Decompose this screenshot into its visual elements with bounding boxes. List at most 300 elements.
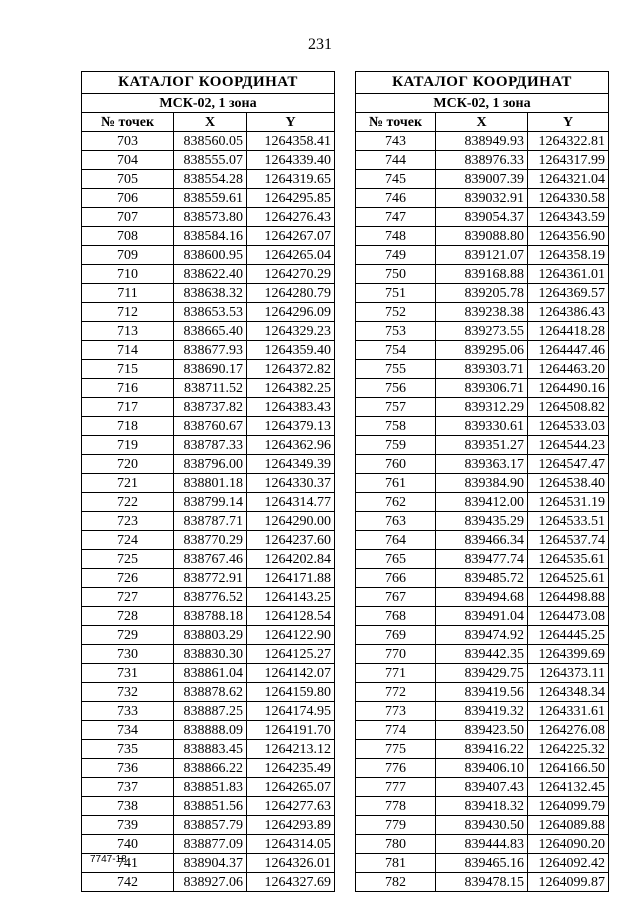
- table-row: [82, 417, 335, 436]
- x-coordinate-cell: 839238.38: [436, 303, 528, 322]
- point-number-cell: 778: [356, 797, 436, 816]
- y-coordinate-cell: 1264525.61: [528, 569, 609, 588]
- point-number-cell: 733: [82, 702, 174, 721]
- y-coordinate-cell: 1264533.03: [528, 417, 609, 436]
- y-coordinate-cell: 1264356.90: [528, 227, 609, 246]
- x-coordinate-cell: 838788.18: [174, 607, 247, 626]
- table-row: [82, 664, 335, 683]
- x-coordinate-cell: 839054.37: [436, 208, 528, 227]
- table-row: [82, 512, 335, 531]
- x-coordinate-cell: 839491.04: [436, 607, 528, 626]
- table-row: [82, 588, 335, 607]
- table-row: [82, 303, 335, 322]
- table-row: [356, 683, 609, 702]
- y-coordinate-cell: 1264538.40: [528, 474, 609, 493]
- point-number-cell: 736: [82, 759, 174, 778]
- y-coordinate-cell: 1264327.69: [247, 873, 335, 892]
- point-number-cell: 739: [82, 816, 174, 835]
- point-number-cell: 776: [356, 759, 436, 778]
- y-coordinate-cell: 1264092.42: [528, 854, 609, 873]
- x-coordinate-cell: 839306.71: [436, 379, 528, 398]
- coordinate-catalog-right: [355, 71, 609, 892]
- table-row: [82, 436, 335, 455]
- y-coordinate-cell: 1264383.43: [247, 398, 335, 417]
- y-coordinate-cell: 1264330.58: [528, 189, 609, 208]
- table-row: [356, 379, 609, 398]
- y-coordinate-cell: 1264089.88: [528, 816, 609, 835]
- point-number-cell: 725: [82, 550, 174, 569]
- x-coordinate-cell: 839416.22: [436, 740, 528, 759]
- y-coordinate-cell: 1264373.11: [528, 664, 609, 683]
- table-row: [82, 645, 335, 664]
- x-coordinate-cell: 838555.07: [174, 151, 247, 170]
- point-number-cell: 751: [356, 284, 436, 303]
- y-coordinate-cell: 1264143.25: [247, 588, 335, 607]
- y-coordinate-cell: 1264358.41: [247, 132, 335, 151]
- x-coordinate-cell: 839429.75: [436, 664, 528, 683]
- x-coordinate-cell: 838584.16: [174, 227, 247, 246]
- y-coordinate-cell: 1264382.25: [247, 379, 335, 398]
- table-row: [356, 398, 609, 417]
- point-number-cell: 781: [356, 854, 436, 873]
- point-number-cell: 718: [82, 417, 174, 436]
- y-coordinate-cell: 1264174.95: [247, 702, 335, 721]
- catalog-subtitle: МСК-02, 1 зона: [82, 94, 335, 113]
- table-row: [82, 797, 335, 816]
- table-row: [82, 170, 335, 189]
- point-number-cell: 747: [356, 208, 436, 227]
- table-row: [356, 474, 609, 493]
- table-row: [356, 531, 609, 550]
- y-coordinate-cell: 1264213.12: [247, 740, 335, 759]
- table-row: [356, 132, 609, 151]
- y-coordinate-cell: 1264267.07: [247, 227, 335, 246]
- point-number-cell: 708: [82, 227, 174, 246]
- table-row: [356, 854, 609, 873]
- x-coordinate-cell: 838887.25: [174, 702, 247, 721]
- x-coordinate-cell: 838904.37: [174, 854, 247, 873]
- point-number-cell: 727: [82, 588, 174, 607]
- point-number-cell: 703: [82, 132, 174, 151]
- table-row: [82, 721, 335, 740]
- table-row: [356, 265, 609, 284]
- point-number-cell: 710: [82, 265, 174, 284]
- y-coordinate-cell: 1264099.79: [528, 797, 609, 816]
- y-coordinate-cell: 1264225.32: [528, 740, 609, 759]
- point-number-cell: 782: [356, 873, 436, 892]
- point-number-cell: 728: [82, 607, 174, 626]
- point-number-cell: 730: [82, 645, 174, 664]
- y-coordinate-cell: 1264321.04: [528, 170, 609, 189]
- table-row: [82, 360, 335, 379]
- point-number-cell: 744: [356, 151, 436, 170]
- x-coordinate-cell: 839419.32: [436, 702, 528, 721]
- x-coordinate-cell: 839363.17: [436, 455, 528, 474]
- point-number-cell: 715: [82, 360, 174, 379]
- point-number-cell: 740: [82, 835, 174, 854]
- x-coordinate-cell: 839351.27: [436, 436, 528, 455]
- x-coordinate-cell: 838776.52: [174, 588, 247, 607]
- x-coordinate-cell: 839435.29: [436, 512, 528, 531]
- y-coordinate-cell: 1264537.74: [528, 531, 609, 550]
- x-coordinate-cell: 838866.22: [174, 759, 247, 778]
- point-number-cell: 771: [356, 664, 436, 683]
- x-coordinate-cell: 838665.40: [174, 322, 247, 341]
- x-coordinate-cell: 838857.79: [174, 816, 247, 835]
- y-coordinate-cell: 1264531.19: [528, 493, 609, 512]
- table-row: [356, 246, 609, 265]
- table-row: [82, 474, 335, 493]
- table-row: [82, 379, 335, 398]
- point-number-cell: 706: [82, 189, 174, 208]
- y-coordinate-cell: 1264544.23: [528, 436, 609, 455]
- table-row: [356, 341, 609, 360]
- table-row: [356, 778, 609, 797]
- y-coordinate-cell: 1264265.04: [247, 246, 335, 265]
- table-row: [82, 607, 335, 626]
- point-number-cell: 732: [82, 683, 174, 702]
- x-coordinate-cell: 839494.68: [436, 588, 528, 607]
- point-number-cell: 742: [82, 873, 174, 892]
- x-coordinate-cell: 838878.62: [174, 683, 247, 702]
- y-coordinate-cell: 1264331.61: [528, 702, 609, 721]
- table-row: [82, 227, 335, 246]
- table-row: [82, 569, 335, 588]
- point-number-cell: 768: [356, 607, 436, 626]
- x-coordinate-cell: 838770.29: [174, 531, 247, 550]
- point-number-cell: 729: [82, 626, 174, 645]
- y-coordinate-cell: 1264277.63: [247, 797, 335, 816]
- y-coordinate-cell: 1264296.09: [247, 303, 335, 322]
- x-coordinate-cell: 838690.17: [174, 360, 247, 379]
- x-coordinate-cell: 838638.32: [174, 284, 247, 303]
- point-number-cell: 711: [82, 284, 174, 303]
- point-number-cell: 749: [356, 246, 436, 265]
- point-number-cell: 769: [356, 626, 436, 645]
- table-row: [356, 322, 609, 341]
- point-number-cell: 731: [82, 664, 174, 683]
- x-coordinate-cell: 838927.06: [174, 873, 247, 892]
- x-coordinate-cell: 838560.05: [174, 132, 247, 151]
- table-row: [356, 569, 609, 588]
- x-coordinate-cell: 838877.09: [174, 835, 247, 854]
- y-coordinate-cell: 1264533.51: [528, 512, 609, 531]
- point-number-cell: 720: [82, 455, 174, 474]
- point-number-cell: 754: [356, 341, 436, 360]
- table-row: [82, 455, 335, 474]
- y-coordinate-cell: 1264265.07: [247, 778, 335, 797]
- x-coordinate-cell: 838767.46: [174, 550, 247, 569]
- y-coordinate-cell: 1264159.80: [247, 683, 335, 702]
- table-row: [82, 132, 335, 151]
- catalog-title: КАТАЛОГ КООРДИНАТ: [82, 72, 335, 94]
- point-number-cell: 719: [82, 436, 174, 455]
- point-number-cell: 726: [82, 569, 174, 588]
- x-coordinate-cell: 839205.78: [436, 284, 528, 303]
- x-coordinate-cell: 839418.32: [436, 797, 528, 816]
- y-coordinate-cell: 1264463.20: [528, 360, 609, 379]
- table-row: [82, 816, 335, 835]
- y-coordinate-cell: 1264090.20: [528, 835, 609, 854]
- footer-code: 7747-18: [90, 854, 127, 865]
- point-number-cell: 762: [356, 493, 436, 512]
- y-coordinate-cell: 1264099.87: [528, 873, 609, 892]
- x-coordinate-cell: 838976.33: [436, 151, 528, 170]
- y-coordinate-cell: 1264418.28: [528, 322, 609, 341]
- x-coordinate-cell: 838573.80: [174, 208, 247, 227]
- x-coordinate-cell: 839478.15: [436, 873, 528, 892]
- y-coordinate-cell: 1264473.08: [528, 607, 609, 626]
- coordinate-catalog-left: [81, 71, 335, 892]
- y-coordinate-cell: 1264498.88: [528, 588, 609, 607]
- x-coordinate-cell: 838861.04: [174, 664, 247, 683]
- table-row: [356, 493, 609, 512]
- x-coordinate-cell: 838622.40: [174, 265, 247, 284]
- y-coordinate-cell: 1264445.25: [528, 626, 609, 645]
- y-coordinate-cell: 1264166.50: [528, 759, 609, 778]
- y-coordinate-cell: 1264319.65: [247, 170, 335, 189]
- x-coordinate-cell: 839477.74: [436, 550, 528, 569]
- table-row: [356, 702, 609, 721]
- x-coordinate-cell: 838851.83: [174, 778, 247, 797]
- y-coordinate-cell: 1264322.81: [528, 132, 609, 151]
- point-number-cell: 760: [356, 455, 436, 474]
- point-number-cell: 764: [356, 531, 436, 550]
- column-header-y: Y: [528, 113, 609, 132]
- y-coordinate-cell: 1264547.47: [528, 455, 609, 474]
- point-number-cell: 766: [356, 569, 436, 588]
- table-row: [356, 873, 609, 892]
- point-number-cell: 748: [356, 227, 436, 246]
- table-row: [356, 189, 609, 208]
- table-row: [356, 417, 609, 436]
- y-coordinate-cell: 1264490.16: [528, 379, 609, 398]
- point-number-cell: 767: [356, 588, 436, 607]
- table-row: [356, 835, 609, 854]
- table-row: [82, 550, 335, 569]
- point-number-cell: 775: [356, 740, 436, 759]
- y-coordinate-cell: 1264379.13: [247, 417, 335, 436]
- x-coordinate-cell: 838772.91: [174, 569, 247, 588]
- x-coordinate-cell: 838600.95: [174, 246, 247, 265]
- table-row: [356, 759, 609, 778]
- point-number-cell: 741: [82, 854, 174, 873]
- y-coordinate-cell: 1264270.29: [247, 265, 335, 284]
- y-coordinate-cell: 1264508.82: [528, 398, 609, 417]
- table-row: [356, 607, 609, 626]
- point-number-cell: 770: [356, 645, 436, 664]
- table-row: [82, 778, 335, 797]
- table-row: [82, 683, 335, 702]
- point-number-cell: 738: [82, 797, 174, 816]
- x-coordinate-cell: 839430.50: [436, 816, 528, 835]
- point-number-cell: 712: [82, 303, 174, 322]
- y-coordinate-cell: 1264339.40: [247, 151, 335, 170]
- x-coordinate-cell: 839032.91: [436, 189, 528, 208]
- x-coordinate-cell: 839273.55: [436, 322, 528, 341]
- point-number-cell: 721: [82, 474, 174, 493]
- x-coordinate-cell: 839465.16: [436, 854, 528, 873]
- x-coordinate-cell: 839466.34: [436, 531, 528, 550]
- x-coordinate-cell: 839007.39: [436, 170, 528, 189]
- y-coordinate-cell: 1264369.57: [528, 284, 609, 303]
- y-coordinate-cell: 1264191.70: [247, 721, 335, 740]
- table-row: [82, 759, 335, 778]
- table-row: [356, 303, 609, 322]
- y-coordinate-cell: 1264535.61: [528, 550, 609, 569]
- x-coordinate-cell: 839330.61: [436, 417, 528, 436]
- point-number-cell: 704: [82, 151, 174, 170]
- x-coordinate-cell: 838737.82: [174, 398, 247, 417]
- x-coordinate-cell: 838711.52: [174, 379, 247, 398]
- x-coordinate-cell: 838787.33: [174, 436, 247, 455]
- point-number-cell: 724: [82, 531, 174, 550]
- table-row: [356, 151, 609, 170]
- x-coordinate-cell: 838949.93: [436, 132, 528, 151]
- point-number-cell: 779: [356, 816, 436, 835]
- x-coordinate-cell: 838799.14: [174, 493, 247, 512]
- point-number-cell: 755: [356, 360, 436, 379]
- table-row: [356, 455, 609, 474]
- x-coordinate-cell: 838803.29: [174, 626, 247, 645]
- x-coordinate-cell: 838888.09: [174, 721, 247, 740]
- y-coordinate-cell: 1264276.43: [247, 208, 335, 227]
- point-number-cell: 774: [356, 721, 436, 740]
- y-coordinate-cell: 1264386.43: [528, 303, 609, 322]
- point-number-cell: 757: [356, 398, 436, 417]
- point-number-cell: 746: [356, 189, 436, 208]
- table-row: [356, 208, 609, 227]
- y-coordinate-cell: 1264125.27: [247, 645, 335, 664]
- table-row: [356, 284, 609, 303]
- point-number-cell: 734: [82, 721, 174, 740]
- table-row: [356, 588, 609, 607]
- table-row: [82, 702, 335, 721]
- table-row: [356, 436, 609, 455]
- point-number-cell: 758: [356, 417, 436, 436]
- y-coordinate-cell: 1264330.37: [247, 474, 335, 493]
- point-number-cell: 772: [356, 683, 436, 702]
- point-number-cell: 761: [356, 474, 436, 493]
- table-row: [356, 550, 609, 569]
- column-header-x: X: [174, 113, 247, 132]
- x-coordinate-cell: 838830.30: [174, 645, 247, 664]
- catalog-body: [82, 132, 335, 892]
- y-coordinate-cell: 1264122.90: [247, 626, 335, 645]
- y-coordinate-cell: 1264293.89: [247, 816, 335, 835]
- point-number-cell: 723: [82, 512, 174, 531]
- table-row: [82, 873, 335, 892]
- y-coordinate-cell: 1264280.79: [247, 284, 335, 303]
- catalog-body: [356, 132, 609, 892]
- table-row: [356, 645, 609, 664]
- point-number-cell: 745: [356, 170, 436, 189]
- table-row: [82, 284, 335, 303]
- y-coordinate-cell: 1264295.85: [247, 189, 335, 208]
- x-coordinate-cell: 839412.00: [436, 493, 528, 512]
- table-row: [356, 227, 609, 246]
- table-row: [82, 189, 335, 208]
- x-coordinate-cell: 838851.56: [174, 797, 247, 816]
- table-row: [82, 208, 335, 227]
- point-number-cell: 737: [82, 778, 174, 797]
- table-row: [82, 265, 335, 284]
- y-coordinate-cell: 1264314.77: [247, 493, 335, 512]
- y-coordinate-cell: 1264202.84: [247, 550, 335, 569]
- point-number-cell: 753: [356, 322, 436, 341]
- column-header-point: № точек: [356, 113, 436, 132]
- y-coordinate-cell: 1264235.49: [247, 759, 335, 778]
- table-row: [82, 493, 335, 512]
- x-coordinate-cell: 839168.88: [436, 265, 528, 284]
- column-header-point: № точек: [82, 113, 174, 132]
- x-coordinate-cell: 839303.71: [436, 360, 528, 379]
- page-number: 231: [308, 36, 332, 53]
- x-coordinate-cell: 839442.35: [436, 645, 528, 664]
- y-coordinate-cell: 1264142.07: [247, 664, 335, 683]
- column-header-x: X: [436, 113, 528, 132]
- point-number-cell: 717: [82, 398, 174, 417]
- y-coordinate-cell: 1264358.19: [528, 246, 609, 265]
- x-coordinate-cell: 838677.93: [174, 341, 247, 360]
- y-coordinate-cell: 1264349.39: [247, 455, 335, 474]
- y-coordinate-cell: 1264348.34: [528, 683, 609, 702]
- x-coordinate-cell: 839295.06: [436, 341, 528, 360]
- y-coordinate-cell: 1264343.59: [528, 208, 609, 227]
- y-coordinate-cell: 1264372.82: [247, 360, 335, 379]
- catalog-title: КАТАЛОГ КООРДИНАТ: [356, 72, 609, 94]
- point-number-cell: 765: [356, 550, 436, 569]
- table-row: [356, 170, 609, 189]
- table-row: [82, 322, 335, 341]
- table-row: [82, 341, 335, 360]
- y-coordinate-cell: 1264171.88: [247, 569, 335, 588]
- x-coordinate-cell: 839384.90: [436, 474, 528, 493]
- point-number-cell: 707: [82, 208, 174, 227]
- x-coordinate-cell: 839474.92: [436, 626, 528, 645]
- x-coordinate-cell: 839444.83: [436, 835, 528, 854]
- point-number-cell: 716: [82, 379, 174, 398]
- x-coordinate-cell: 839407.43: [436, 778, 528, 797]
- point-number-cell: 750: [356, 265, 436, 284]
- y-coordinate-cell: 1264447.46: [528, 341, 609, 360]
- point-number-cell: 705: [82, 170, 174, 189]
- point-number-cell: 759: [356, 436, 436, 455]
- y-coordinate-cell: 1264237.60: [247, 531, 335, 550]
- x-coordinate-cell: 838559.61: [174, 189, 247, 208]
- table-row: [356, 740, 609, 759]
- x-coordinate-cell: 839485.72: [436, 569, 528, 588]
- table-row: [356, 721, 609, 740]
- x-coordinate-cell: 838883.45: [174, 740, 247, 759]
- point-number-cell: 709: [82, 246, 174, 265]
- point-number-cell: 714: [82, 341, 174, 360]
- column-header-y: Y: [247, 113, 335, 132]
- table-row: [356, 626, 609, 645]
- point-number-cell: 756: [356, 379, 436, 398]
- y-coordinate-cell: 1264361.01: [528, 265, 609, 284]
- point-number-cell: 713: [82, 322, 174, 341]
- y-coordinate-cell: 1264132.45: [528, 778, 609, 797]
- table-row: [356, 360, 609, 379]
- x-coordinate-cell: 839423.50: [436, 721, 528, 740]
- y-coordinate-cell: 1264128.54: [247, 607, 335, 626]
- point-number-cell: 752: [356, 303, 436, 322]
- x-coordinate-cell: 839312.29: [436, 398, 528, 417]
- y-coordinate-cell: 1264317.99: [528, 151, 609, 170]
- point-number-cell: 777: [356, 778, 436, 797]
- x-coordinate-cell: 838787.71: [174, 512, 247, 531]
